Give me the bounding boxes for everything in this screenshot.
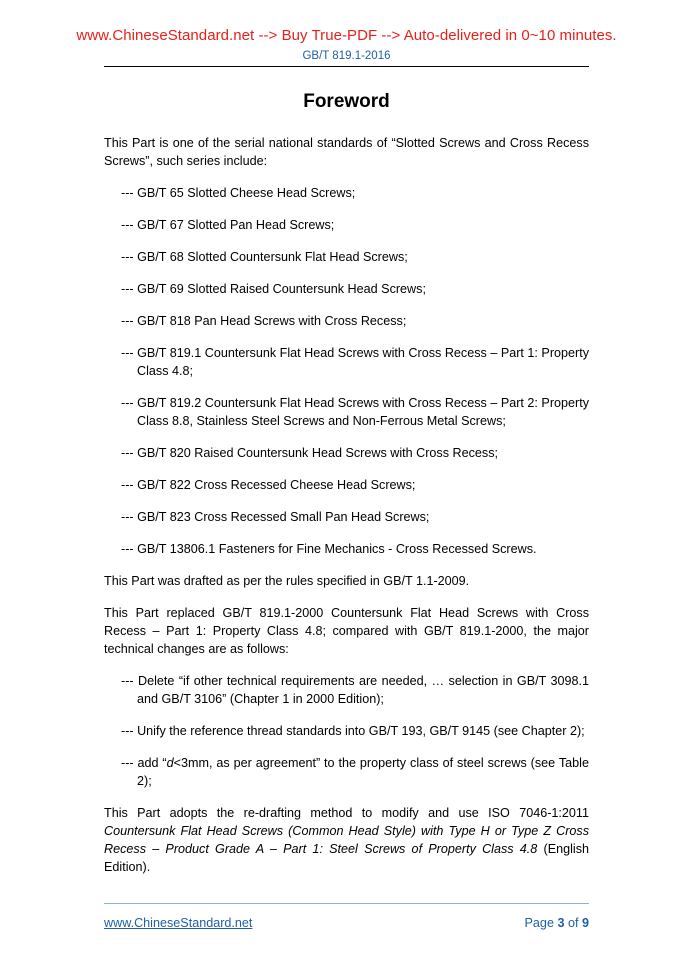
standard-code-header: GB/T 819.1-2016 bbox=[302, 50, 391, 62]
list-item: --- GB/T 68 Slotted Countersunk Flat Head Screws; bbox=[121, 250, 408, 264]
list-item: --- GB/T 69 Slotted Raised Countersunk Head Screws; bbox=[121, 282, 426, 296]
technical-changes-list bbox=[104, 672, 589, 790]
page-label: Page bbox=[524, 916, 558, 930]
iso-standard-title: Countersunk Flat Head Screws (Common Head Style) with Type H or Type Z Cross Recess – Product Grade A – Part 1: Steel Screws of Property Class 4.8 bbox=[104, 824, 589, 856]
change-item: --- Unify the reference thread standards into GB/T 193, GB/T 9145 (see Chapter 2); bbox=[121, 724, 585, 738]
page-total: 9 bbox=[581, 916, 589, 930]
promo-banner[interactable]: www.ChineseStandard.net --> Buy True-PDF --> Auto-delivered in 0~10 minutes. bbox=[76, 27, 617, 44]
intro-paragraph: This Part is one of the serial national standards of “Slotted Screws and Cross Recess Screws”, such series include: bbox=[104, 136, 589, 168]
change-item bbox=[104, 754, 589, 790]
drafting-rules-paragraph: This Part was drafted as per the rules specified in GB/T 1.1-2009. bbox=[104, 574, 470, 588]
variable-d: d bbox=[166, 756, 174, 770]
page-number bbox=[525, 916, 589, 930]
list-item: --- GB/T 819.1 Countersunk Flat Head Screws with Cross Recess – Part 1: Property Class 4.8; bbox=[121, 346, 590, 378]
page-of: of bbox=[564, 916, 582, 930]
change-item: --- Delete “if other technical requirements are needed, … selection in GB/T 3098.1 and GB/T 3106” (Chapter 1 in 2000 Edition); bbox=[121, 674, 589, 706]
standards-series-list bbox=[104, 184, 589, 558]
footer-divider bbox=[104, 903, 589, 904]
adoption-paragraph bbox=[104, 804, 589, 876]
list-item: --- GB/T 67 Slotted Pan Head Screws; bbox=[121, 218, 335, 232]
list-item: --- GB/T 13806.1 Fasteners for Fine Mechanics - Cross Recessed Screws. bbox=[121, 542, 537, 556]
header-divider bbox=[104, 66, 589, 67]
document-body bbox=[104, 134, 589, 876]
list-item: --- GB/T 818 Pan Head Screws with Cross Recess; bbox=[121, 314, 407, 328]
page-current: 3 bbox=[557, 916, 565, 930]
change-prefix: --- add “ bbox=[121, 756, 167, 770]
change-suffix: <3mm, as per agreement” to the property class of steel screws (see Table 2); bbox=[137, 756, 589, 788]
list-item: --- GB/T 65 Slotted Cheese Head Screws; bbox=[121, 186, 356, 200]
page-title: Foreword bbox=[303, 91, 390, 112]
adoption-prefix: This Part adopts the re-drafting method to modify and use ISO 7046-1:2011 bbox=[104, 806, 589, 820]
footer-website-link[interactable]: www.ChineseStandard.net bbox=[104, 916, 253, 930]
adoption-suffix: (English Edition). bbox=[104, 842, 590, 874]
list-item: --- GB/T 823 Cross Recessed Small Pan Head Screws; bbox=[121, 510, 430, 524]
replacement-paragraph: This Part replaced GB/T 819.1-2000 Countersunk Flat Head Screws with Cross Recess – Part 1: Property Class 4.8; compared with GB/T 819.1-2000, the major technical changes are as follows: bbox=[104, 606, 589, 656]
list-item: --- GB/T 822 Cross Recessed Cheese Head Screws; bbox=[121, 478, 416, 492]
list-item: --- GB/T 820 Raised Countersunk Head Screws with Cross Recess; bbox=[121, 446, 499, 460]
list-item: --- GB/T 819.2 Countersunk Flat Head Screws with Cross Recess – Part 2: Property Class 8.8, Stainless Steel Screws and Non-Ferrous Metal Screws; bbox=[121, 396, 590, 428]
